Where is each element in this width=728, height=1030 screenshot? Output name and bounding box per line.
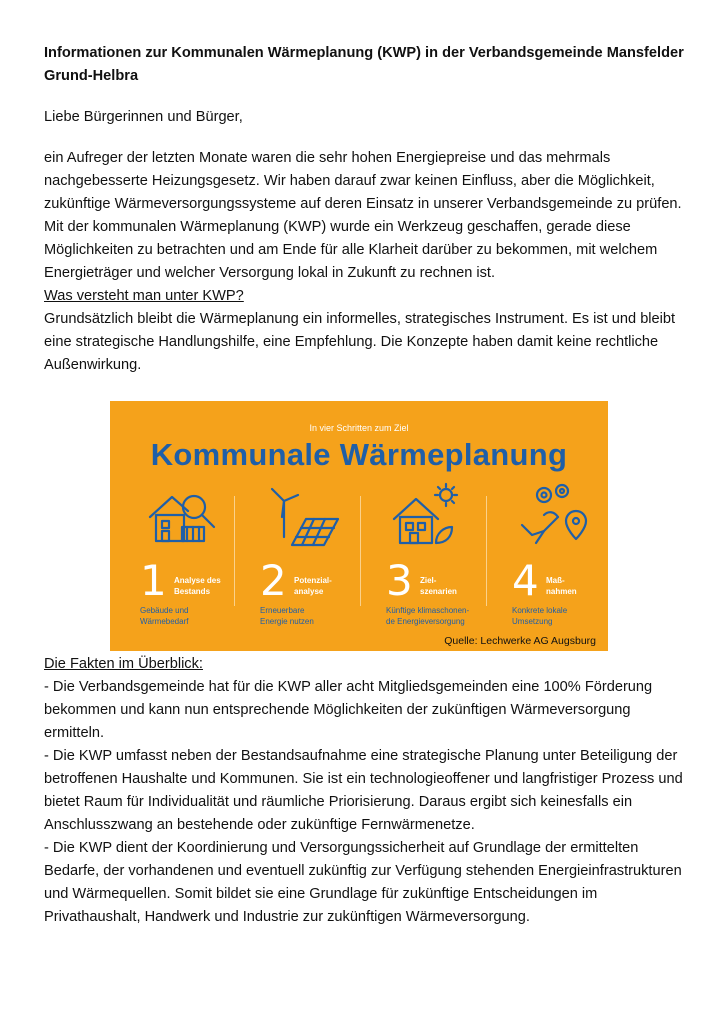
- step-label: Maß- nahmen: [546, 576, 577, 596]
- step-label: Potenzial- analyse: [294, 576, 332, 596]
- fact-item: - Die Verbandsgemeinde hat für die KWP aller acht Mitgliedsgemeinden eine 100% Förderung bekommen und kann nun entsprechende Möglichkeiten der zukünftigen Wärmeversorgung ermitteln.: [44, 679, 653, 741]
- house-magnifier-icon: [142, 481, 222, 553]
- greeting: Liebe Bürgerinnen und Bürger,: [44, 109, 243, 125]
- infographic-title: Kommunale Wärmeplanung: [150, 437, 568, 472]
- step-description: Künftige klimaschonen- de Energieversorgung: [386, 606, 470, 626]
- divider: [234, 496, 235, 606]
- step-description: Erneuerbare Energie nutzen: [260, 606, 314, 626]
- section-heading-kwp: Was versteht man unter KWP?: [44, 288, 244, 304]
- step-number: 1: [140, 556, 167, 605]
- gears-hand-icon: [514, 481, 594, 553]
- section-heading-facts: Die Fakten im Überblick:: [44, 656, 203, 672]
- image-source-caption: Quelle: Lechwerke AG Augsburg: [444, 635, 596, 647]
- fact-item: - Die KWP dient der Koordinierung und Versorgungssicherheit auf Grundlage der ermittelten Bedarfe, der vorhandenen und eventuell zukünftig zur Verfügung stehenden Energieinfrastrukturen und Wärmequellen. Somit bildet sie eine Grundlage für zukünftige Entscheidungen im Privathaushalt, Handwerk und Industrie zur zukünftigen Wärmeversorgung.: [44, 840, 682, 925]
- wind-solar-icon: [262, 481, 342, 553]
- step-label: Ziel- szenarien: [420, 576, 457, 596]
- house-sun-icon: [388, 481, 468, 553]
- document-body: [44, 42, 694, 377]
- step-1: [122, 401, 234, 651]
- step-number: 2: [260, 556, 287, 605]
- divider: [486, 496, 487, 606]
- step-2: [242, 401, 354, 651]
- kwp-infographic: [110, 401, 608, 651]
- step-3: [368, 401, 480, 651]
- section-text-kwp: Grundsätzlich bleibt die Wärmeplanung ein informelles, strategisches Instrument. Es ist und bleibt eine strategische Handlungshilfe, eine Empfehlung. Die Konzepte haben damit keine rechtliche Außenwirkung.: [44, 311, 676, 373]
- facts-section: [44, 653, 694, 929]
- step-4: [494, 401, 606, 651]
- step-description: Konkrete lokale Umsetzung: [512, 606, 568, 626]
- step-number: 3: [386, 556, 413, 605]
- infographic-subtitle: In vier Schritten zum Ziel: [309, 423, 409, 433]
- intro-paragraph: ein Aufreger der letzten Monate waren die sehr hohen Energiepreise und das mehrmals nachgebesserte Heizungsgesetz. Wir haben darauf zwar keinen Einfluss, aber die Möglichkeit, zukünftige Wärmeversorgungssysteme auf deren Einsatz in unserer Verbandsgemeinde zu prüfen. Mit der kommunalen Wärmeplanung (KWP) wurde ein Werkzeug geschaffen, gerade diese Möglichkeiten zu betrachten und am Ende für alle Klarheit darüber zu bekommen, mit welchem Energieträger und welcher Versorgung lokal in Zukunft zu rechnen ist.: [44, 150, 682, 281]
- fact-item: - Die KWP umfasst neben der Bestandsaufnahme eine strategische Planung unter Beteiligung der betroffenen Haushalte und Kommunen. Sie ist ein technologieoffener und langfristiger Prozess und bietet Raum für Individualität und räumliche Priorisierung. Daraus ergibt sich keinesfalls ein Anschlusszwang an bestehende oder zukünftige Fernwärmenetze.: [44, 748, 683, 833]
- step-label: Analyse des Bestands: [174, 576, 221, 596]
- step-description: Gebäude und Wärmebedarf: [140, 606, 189, 626]
- divider: [360, 496, 361, 606]
- step-number: 4: [512, 556, 539, 605]
- document-title: Informationen zur Kommunalen Wärmeplanung (KWP) in der Verbandsgemeinde Mansfelder Grund-Helbra: [44, 45, 684, 84]
